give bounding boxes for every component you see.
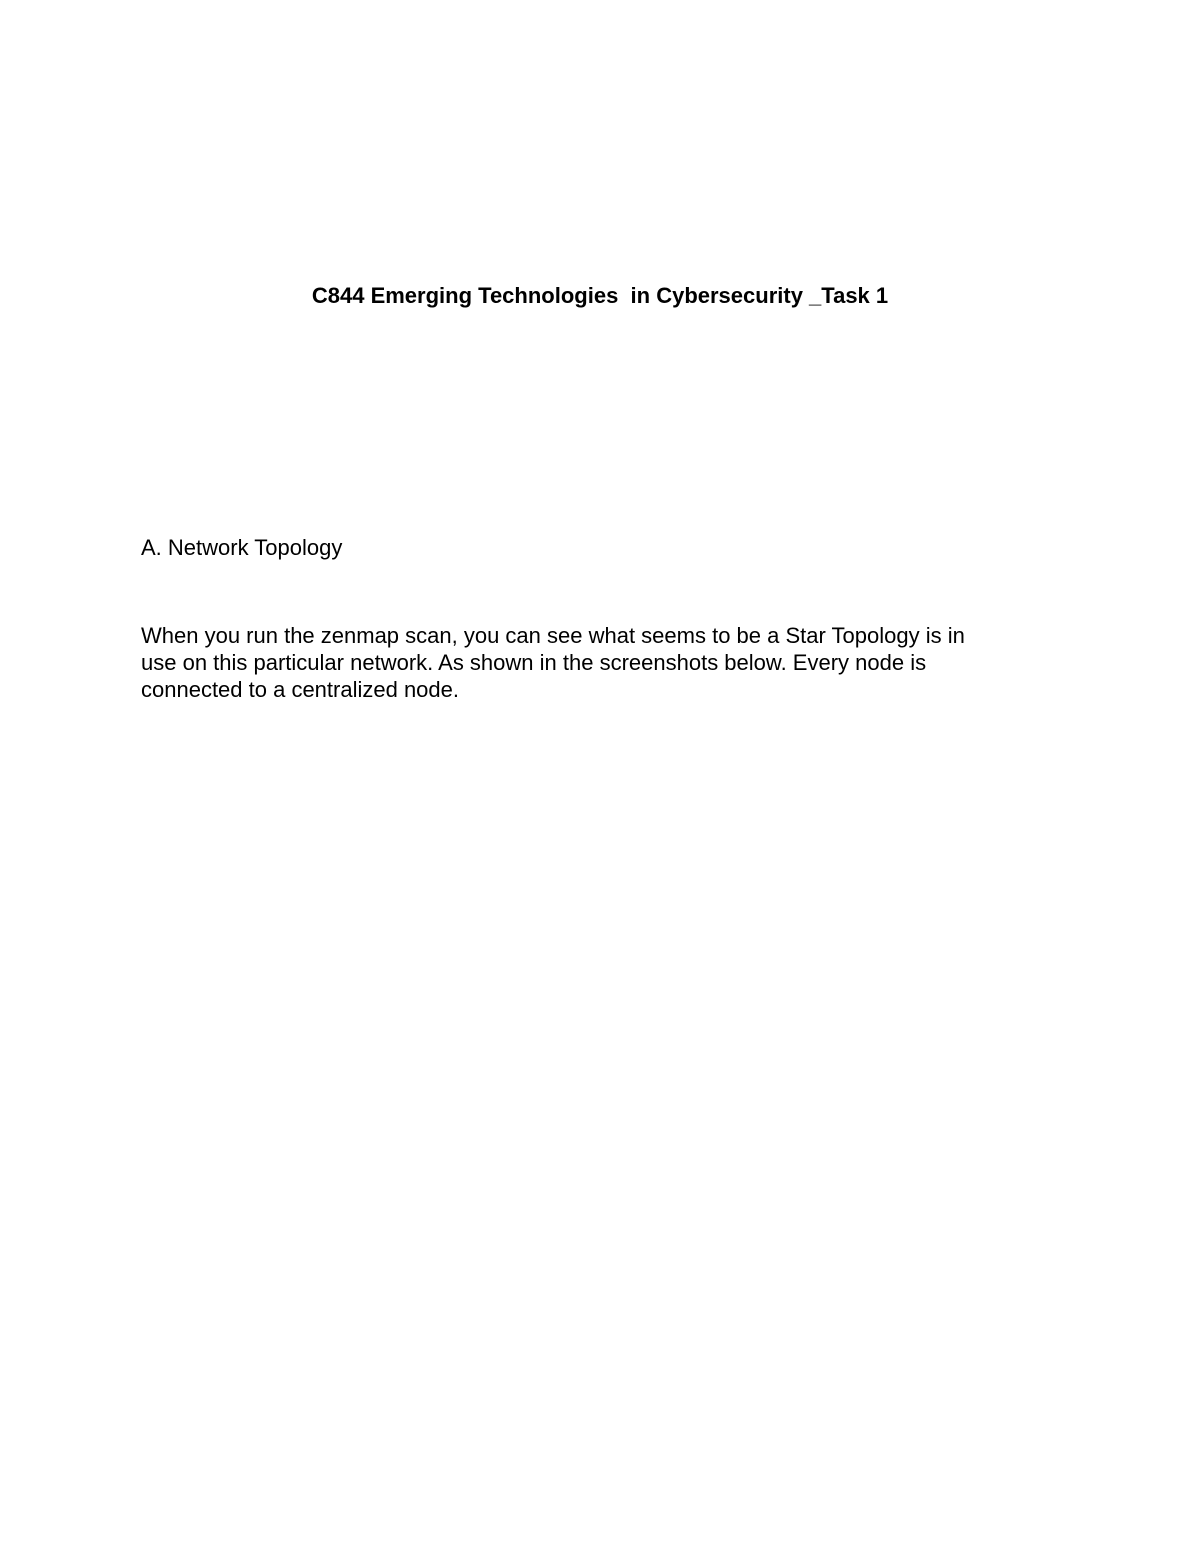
paragraph-line: connected to a centralized node. xyxy=(141,677,460,702)
document-title: C844 Emerging Technologies in Cybersecurity _Task 1 xyxy=(311,283,889,308)
section-paragraph xyxy=(141,622,1041,703)
paragraph-line: When you run the zenmap scan, you can see what seems to be a Star Topology is in xyxy=(141,623,965,648)
paragraph-line: use on this particular network. As shown in the screenshots below. Every node is xyxy=(141,650,927,675)
section-heading-network-topology: A. Network Topology xyxy=(141,535,343,560)
